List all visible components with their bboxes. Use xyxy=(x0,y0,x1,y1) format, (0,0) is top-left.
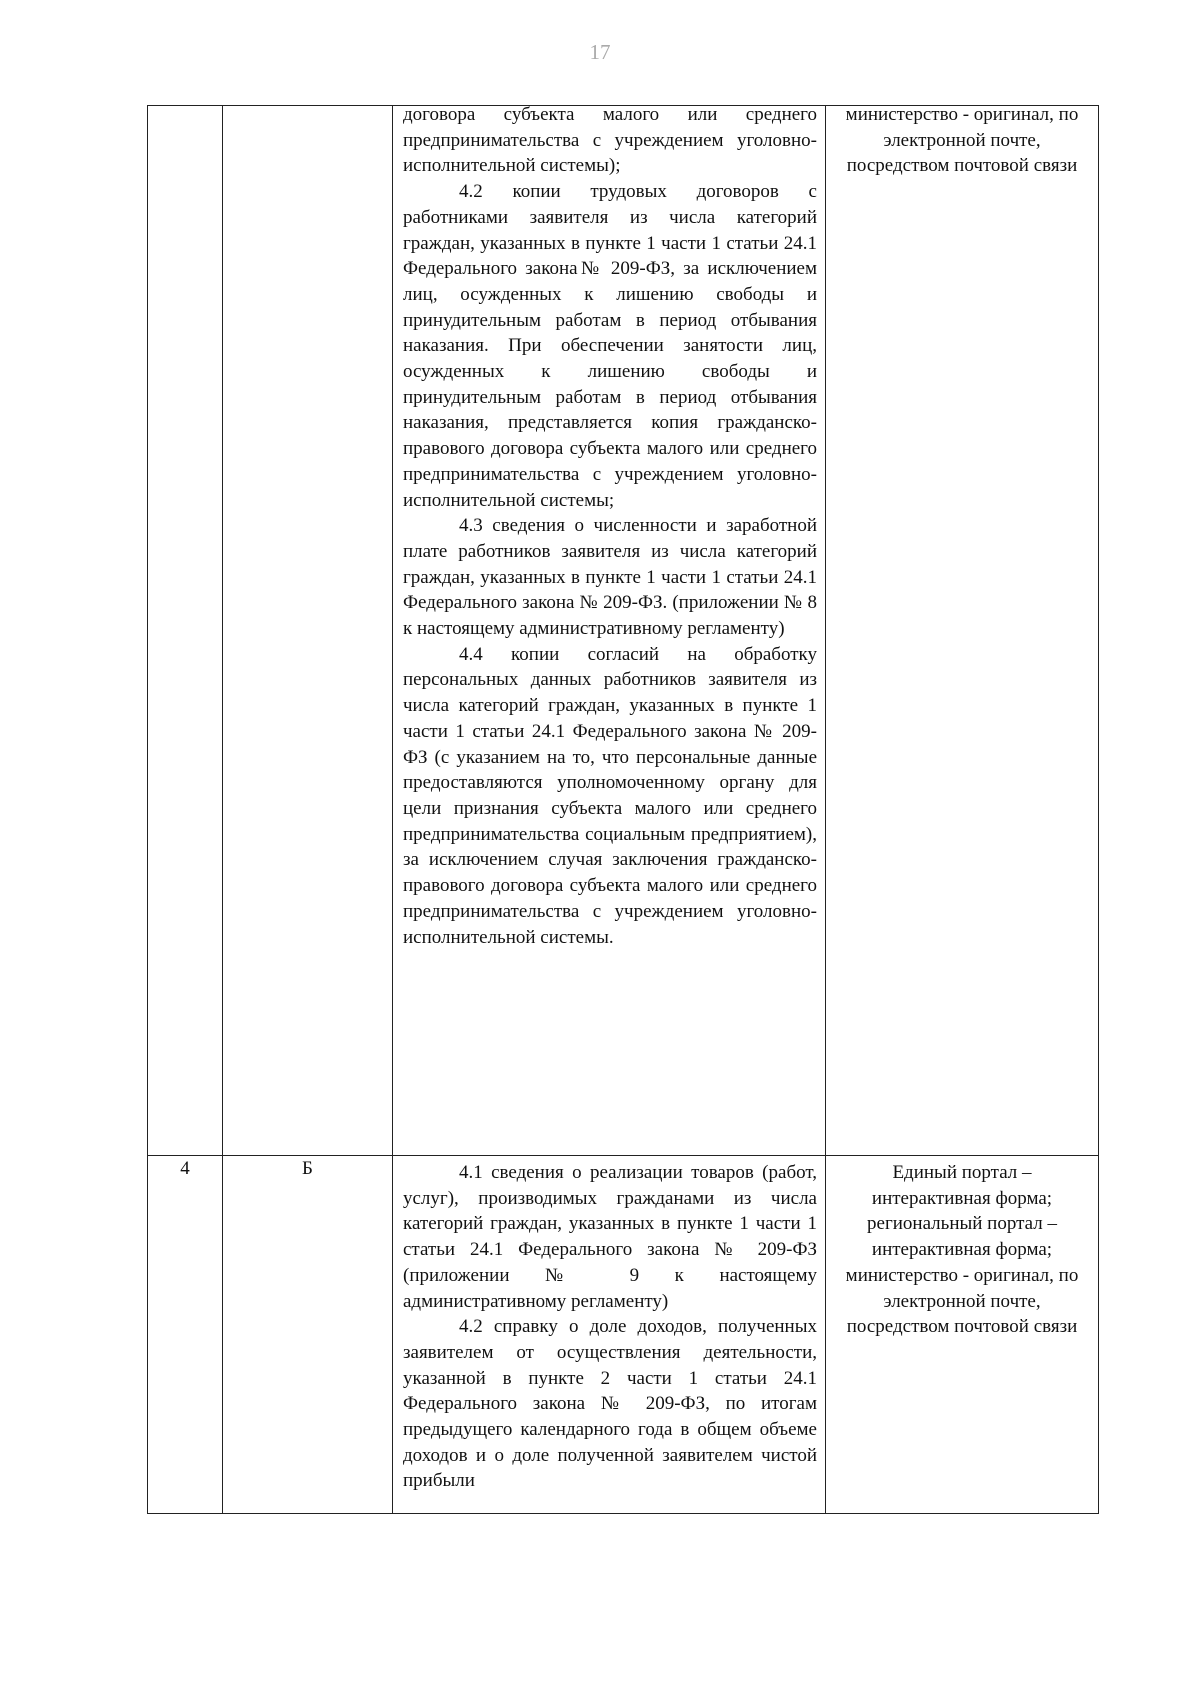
category-code-cell: Б xyxy=(223,1156,393,1514)
table-row xyxy=(148,106,1099,1156)
document-item-text: 4.2 справку о доле доходов, полученных заявителем от осуществления деятельности, указанной в пункте 2 части 1 статьи 24.1 Федерального закона № 209-ФЗ, по итогам предыдущего календарного года в общем объеме доходов и о доле полученной заявителем чистой прибыли xyxy=(403,1316,817,1492)
documents-table xyxy=(147,105,1099,1514)
document-item-text: договора субъекта малого или среднего предпринимательства с учреждением уголовно-исполнительной системы); xyxy=(403,104,817,177)
submission-method-text: Единый портал – интерактивная форма; региональный портал – интерактивная форма; министерство - оригинал, по электронной почте, посредством почтовой связи xyxy=(845,1162,1079,1338)
document-item-text: 4.4 копии согласий на обработку персональных данных работников заявителя из числа категорий граждан, указанных в пункте 1 части 1 статьи 24.1 Федерального закона № 209-ФЗ (с указанием на то, что персональные данные предоставляются уполномоченному органу для цели признания субъекта малого или среднего предпринимательства социальным предприятием), за исключением случая заключения гражданско-правового договора субъекта малого или среднего предпринимательства с учреждением уголовно-исполнительной системы. xyxy=(403,643,817,948)
page-number: 17 xyxy=(589,40,611,64)
documents-description-cell xyxy=(393,1156,826,1514)
table-row xyxy=(148,1156,1099,1514)
category-code-cell xyxy=(223,106,393,1156)
documents-description-cell xyxy=(393,106,826,1156)
submission-method-text: министерство - оригинал, по электронной почте, посредством почтовой связи xyxy=(845,104,1079,177)
document-item-text: 4.2 копии трудовых договоров с работниками заявителя из числа категорий граждан, указанных в пункте 1 части 1 статьи 24.1 Федерального закона№ 209-ФЗ, за исключением лиц, осужденных к лишению свободы и принудительным работам в период отбывания наказания. При обеспечении занятости лиц, осужденных к лишению свободы и принудительным работам в период отбывания наказания, представляется копия гражданско-правового договора субъекта малого или среднего предпринимательства с учреждением уголовно-исполнительной системы; xyxy=(403,181,817,511)
document-item-text: 4.3 сведения о численности и заработной плате работников заявителя из числа категорий граждан, указанных в пункте 1 части 1 статьи 24.1 Федерального закона № 209-ФЗ. (приложении № 8 к настоящему административному регламенту) xyxy=(403,515,817,640)
submission-method-cell xyxy=(826,106,1099,1156)
document-item-text: 4.1 сведения о реализации товаров (работ, услуг), производимых гражданами из числа категорий граждан, указанных в пункте 1 части 1 статьи 24.1 Федерального закона № 209-ФЗ (приложении № 9 к настоящему административному регламенту) xyxy=(403,1162,817,1312)
row-number-cell: 4 xyxy=(148,1156,223,1514)
row-number-cell xyxy=(148,106,223,1156)
submission-method-cell xyxy=(826,1156,1099,1514)
